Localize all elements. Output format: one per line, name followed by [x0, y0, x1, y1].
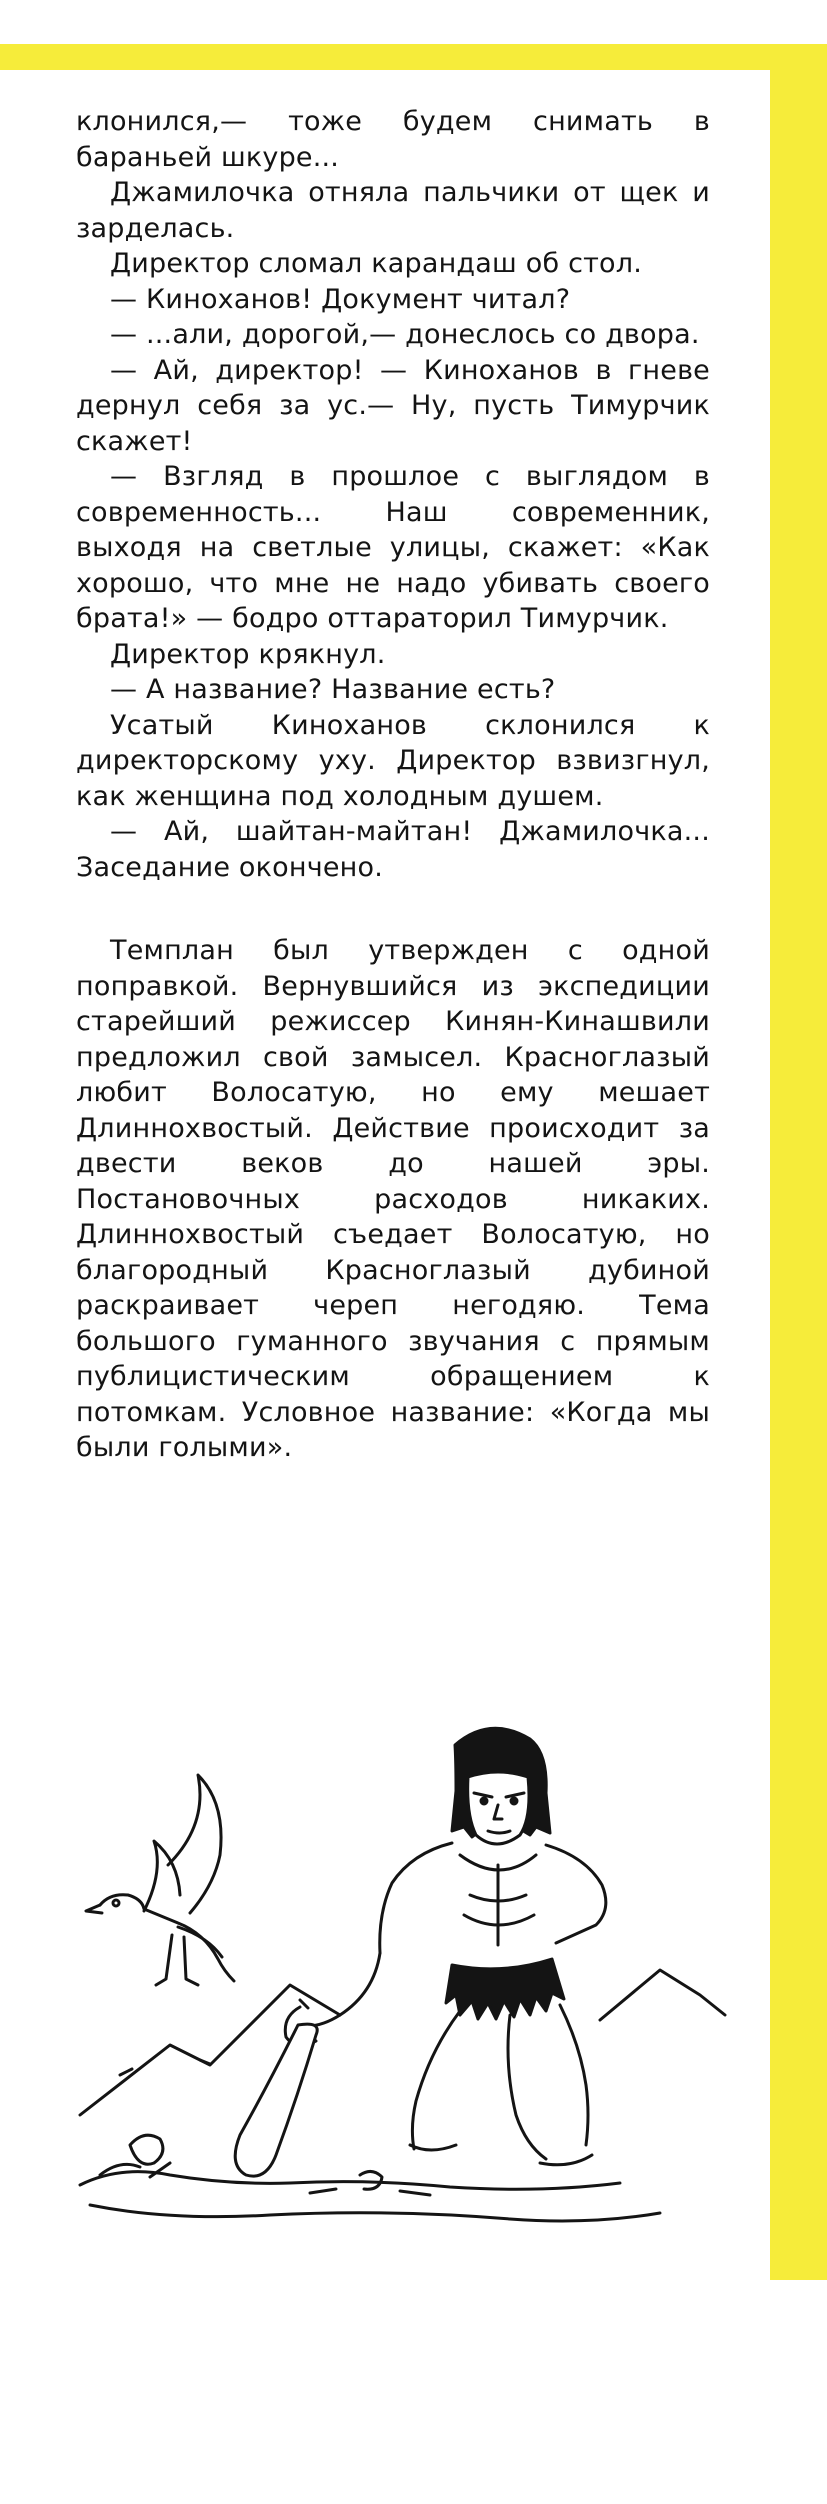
lying-figure-icon	[80, 2135, 660, 2221]
dialogue-line: — Взгляд в прошлое с выглядом в современность... Наш современник, выходя на светлые улицы, скажет: «Как хорошо, что мне не надо убивать своего брата!» — бодро оттараторил Тимурчик.	[76, 461, 710, 634]
yellow-right-border	[770, 44, 827, 2280]
article-text	[76, 104, 710, 1466]
paragraph-templan: Темплан был утвержден с одной поправкой. Вернувшийся из экспедиции старейший режиссер Кинян-Кинашвили предложил свой замысел. Красноглазый любит Волосатую, но ему мешает Длиннохвостый. Действие происходит за двести веков до нашей эры. Постановочных расходов никаких. Длиннохвостый съедает Волосатую, но благородный Красноглазый дубиной раскраивает череп негодяю. Тема большого гуманного звучания с прямым публицистическим обращением к потомкам. Условное название: «Когда мы были голыми».	[76, 935, 710, 1463]
dialogue-line: — Ай, директор! — Киноханов в гневе дернул себя за ус.— Ну, пусть Тимурчик скажет!	[76, 354, 710, 457]
mountains-icon	[80, 1970, 725, 2115]
caveman-with-club-illustration	[60, 1715, 740, 2275]
dialogue-line: — ...али, дорогой,— донеслось со двора.	[110, 319, 700, 350]
dialogue-line: — А название? Название есть?	[110, 674, 556, 705]
dialogue-line: — Ай, шайтан-майтан! Джамилочка... Заседание окончено.	[76, 816, 710, 883]
paragraph: Усатый Киноханов склонился к директорскому уху. Директор взвизгнул, как женщина под холодным душем.	[76, 709, 710, 812]
paragraph-continuation: клонился,— тоже будем снимать в бараньей шкуре...	[76, 106, 710, 173]
yellow-top-border	[0, 44, 827, 70]
club-icon	[235, 2024, 317, 2176]
paragraph: Джамилочка отняла пальчики от щек и зарделась.	[76, 177, 710, 244]
paragraph: Директор крякнул.	[110, 638, 386, 670]
dialogue-line: — Киноханов! Документ читал?	[110, 283, 571, 315]
bird-icon	[86, 1775, 234, 1985]
paragraph: Директор сломал карандаш об стол.	[110, 248, 643, 279]
caveman-icon	[235, 1728, 606, 2176]
